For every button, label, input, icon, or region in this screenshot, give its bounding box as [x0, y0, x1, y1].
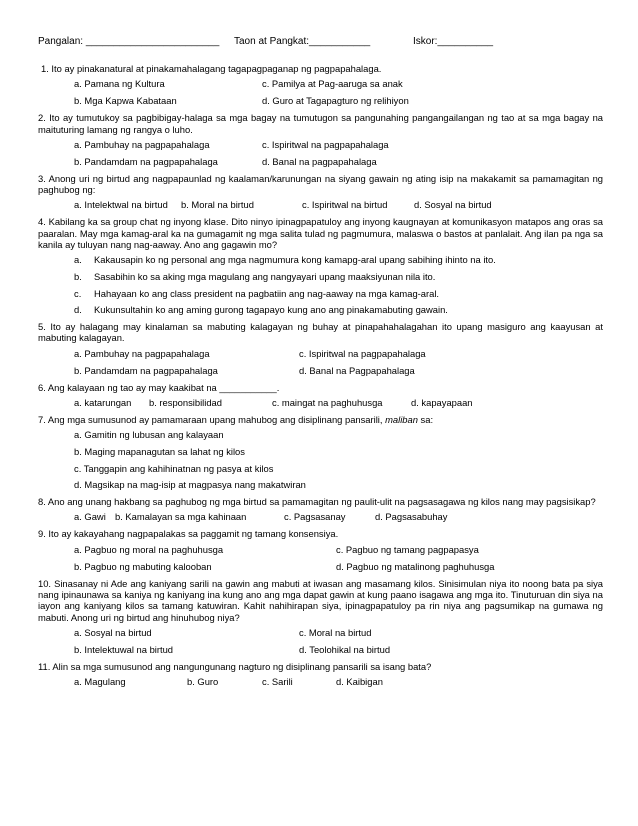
question-1 — [38, 63, 603, 108]
question-7 — [38, 414, 603, 492]
option-a[interactable]: a. Pambuhay na pagpapahalaga — [74, 347, 210, 359]
option-c[interactable]: c. maingat na paghuhusga — [272, 397, 383, 409]
question-9 — [38, 528, 603, 573]
option-a[interactable]: a. katarungan — [74, 397, 132, 409]
option-a[interactable]: a. Kakausapin ko ng personal ang mga nagmumura kong kamapg-aral upang sabihing ihinto na ito. — [74, 254, 496, 266]
option-c[interactable]: c. Pamilya at Pag-aaruga sa anak — [262, 78, 403, 90]
question-stem: 1. Ito ay pinakanatural at pinakamahalagang tagapagpaganap ng pagpapahalaga. — [41, 63, 382, 74]
question-3 — [38, 173, 603, 213]
option-d[interactable]: d. Sosyal na birtud — [414, 199, 492, 211]
option-d[interactable]: d. Kukunsultahin ko ang aming gurong tagapayo kung ano ang pinakamabuting gawain. — [74, 304, 448, 316]
option-a[interactable]: a. Intelektwal na birtud — [74, 199, 168, 211]
question-stem: 4. Kabilang ka sa group chat ng inyong klase. Dito ninyo ipinagpapatuloy ang inyong kaugnayan at komunikasyon matapos ang oras sa paaralan. May mga kamag-aral ka na gumagamit ng mga salita tulad ng pagmumura, malaswa o bastos at panlalait. Ang ilan pa nga sa kanila ay tuluyan nang nag-aaway. Ano ang gagawin mo? — [38, 216, 603, 251]
option-d[interactable]: d. Pagsasabuhay — [375, 511, 448, 523]
option-d[interactable]: d. kapayapaan — [411, 397, 473, 409]
option-d[interactable]: d. Banal na pagpapahalaga — [262, 155, 377, 167]
option-a[interactable]: a. Pambuhay na pagpapahalaga — [74, 138, 210, 150]
option-b[interactable]: b. Mga Kapwa Kabataan — [74, 95, 177, 107]
option-c[interactable]: c. Ispiritwal na birtud — [302, 199, 388, 211]
question-stem: 5. Ito ay halagang may kinalaman sa mabuting kalagayan ng buhay at pinapahahalagahan ito upang masiguro ang kaayusan at mabuting kalagayan. — [38, 321, 603, 344]
question-stem: 10. Sinasanay ni Ade ang kaniyang sarili na gawin ang mabuti at iwasan ang masamang kilos. Sinisimulan niya ito noong bata pa siya nang ipinaunawa sa kaniya ng kaniyang ina kung ano ang mga dapat gawin at kung paano isagawa ang mga ito. Tinuturuan din siya na iayon ang kaniyang kilos sa tamang katuwiran. Kahit nahihirapan siya, ipinagpapatuloy pa rin niya ang pagsumikap na gumawa ng mabuti. Anong uri ng birtud ang hinuhubog niya? — [38, 577, 603, 623]
option-c[interactable]: c. Pagsasanay — [284, 511, 346, 523]
name-field[interactable]: Pangalan: ________________________ — [38, 36, 220, 47]
question-stem: 3. Anong uri ng birtud ang nagpapaunlad ng kaalaman/karunungan na siyang gawain ng ating isip na makakamit sa pamamagitan ng paghubog ng: — [38, 172, 603, 196]
option-b[interactable]: b. Pandamdam na pagpapahalaga — [74, 155, 218, 167]
question-2 — [38, 112, 603, 169]
option-d[interactable]: d. Guro at Tagapagturo ng relihiyon — [262, 95, 409, 107]
question-stem: 8. Ano ang unang hakbang sa paghubog ng mga birtud sa pamamagitan ng paulit-ulit na pagsasagawa ng kilos nang may pagsisikap? — [38, 496, 596, 508]
worksheet — [38, 36, 603, 689]
option-b[interactable]: b. Intelektuwal na birtud — [74, 643, 174, 655]
option-b[interactable]: b. Moral na birtud — [181, 199, 254, 211]
option-c[interactable]: c. Tanggapin ang kahihinatnan ng pasya at kilos — [74, 462, 274, 474]
year-section-field[interactable]: Taon at Pangkat:___________ — [234, 36, 371, 47]
worksheet-header — [38, 36, 603, 50]
option-b[interactable]: b. Kamalayan sa mga kahinaan — [115, 511, 247, 523]
option-a[interactable]: a. Pamana ng Kultura — [74, 78, 165, 90]
option-d[interactable]: d. Kaibigan — [336, 676, 383, 688]
option-c[interactable]: c. Moral na birtud — [299, 626, 372, 638]
option-a[interactable]: a. Pagbuo ng moral na paghuhusga — [74, 543, 224, 555]
option-a[interactable]: a. Sosyal na birtud — [74, 626, 152, 638]
option-c[interactable]: c. Pagbuo ng tamang pagpapasya — [336, 543, 479, 555]
question-10 — [38, 578, 603, 657]
option-d[interactable]: d. Pagbuo ng matalinong paghuhusga — [336, 560, 495, 572]
option-c[interactable]: c. Ispiritwal na pagpapahalaga — [299, 347, 426, 359]
score-field[interactable]: Iskor:__________ — [413, 36, 494, 47]
option-c[interactable]: c. Ispiritwal na pagpapahalaga — [262, 138, 389, 150]
option-d[interactable]: d. Banal na Pagpapahalaga — [299, 364, 415, 376]
option-c[interactable]: c. Hahayaan ko ang class president na pagbatiin ang nag-aaway na mga kamag-aral. — [74, 287, 440, 299]
question-8 — [38, 496, 603, 524]
option-b[interactable]: b. responsibilidad — [149, 397, 222, 409]
option-b[interactable]: b. Guro — [187, 676, 219, 688]
option-b[interactable]: b. Pagbuo ng mabuting kalooban — [74, 560, 212, 572]
option-d[interactable]: d. Teolohikal na birtud — [299, 643, 391, 655]
option-c[interactable]: c. Sarili — [262, 676, 293, 688]
question-stem: 9. Ito ay kakayahang nagpapalakas sa paggamit ng tamang konsensiya. — [38, 528, 339, 540]
option-a[interactable]: a. Gamitin ng lubusan ang kalayaan — [74, 429, 224, 441]
question-stem: 2. Ito ay tumutukoy sa pagbibigay-halaga sa mga bagay na tumutugon sa pangunahing pangangailangan ng tao at sa mga bagay na maituturing lamang ng rangya o luho. — [38, 112, 603, 135]
option-a[interactable]: a. Magulang — [74, 676, 126, 688]
question-stem: 7. Ang mga sumusunod ay pamamaraan upang mahubog ang disiplinang pansarili, maliban sa: — [38, 414, 434, 426]
question-11 — [38, 661, 603, 689]
question-stem: 6. Ang kalayaan ng tao ay may kaakibat na ___________. — [38, 381, 280, 393]
question-5 — [38, 321, 603, 378]
question-stem: 11. Alin sa mga sumusunod ang nangungunang nagturo ng disiplinang pansarili sa isang bata? — [38, 660, 432, 672]
question-4 — [38, 216, 603, 316]
option-b[interactable]: b. Sasabihin ko sa aking mga magulang ang nangyayari upang maaksiyunan nila ito. — [74, 271, 436, 283]
option-d[interactable]: d. Magsikap na mag-isip at magpasya nang makatwiran — [74, 479, 306, 491]
option-b[interactable]: b. Maging mapanagutan sa lahat ng kilos — [74, 446, 245, 457]
question-6 — [38, 382, 603, 410]
option-b[interactable]: b. Pandamdam na pagpapahalaga — [74, 364, 218, 376]
option-a[interactable]: a. Gawi — [74, 511, 106, 523]
